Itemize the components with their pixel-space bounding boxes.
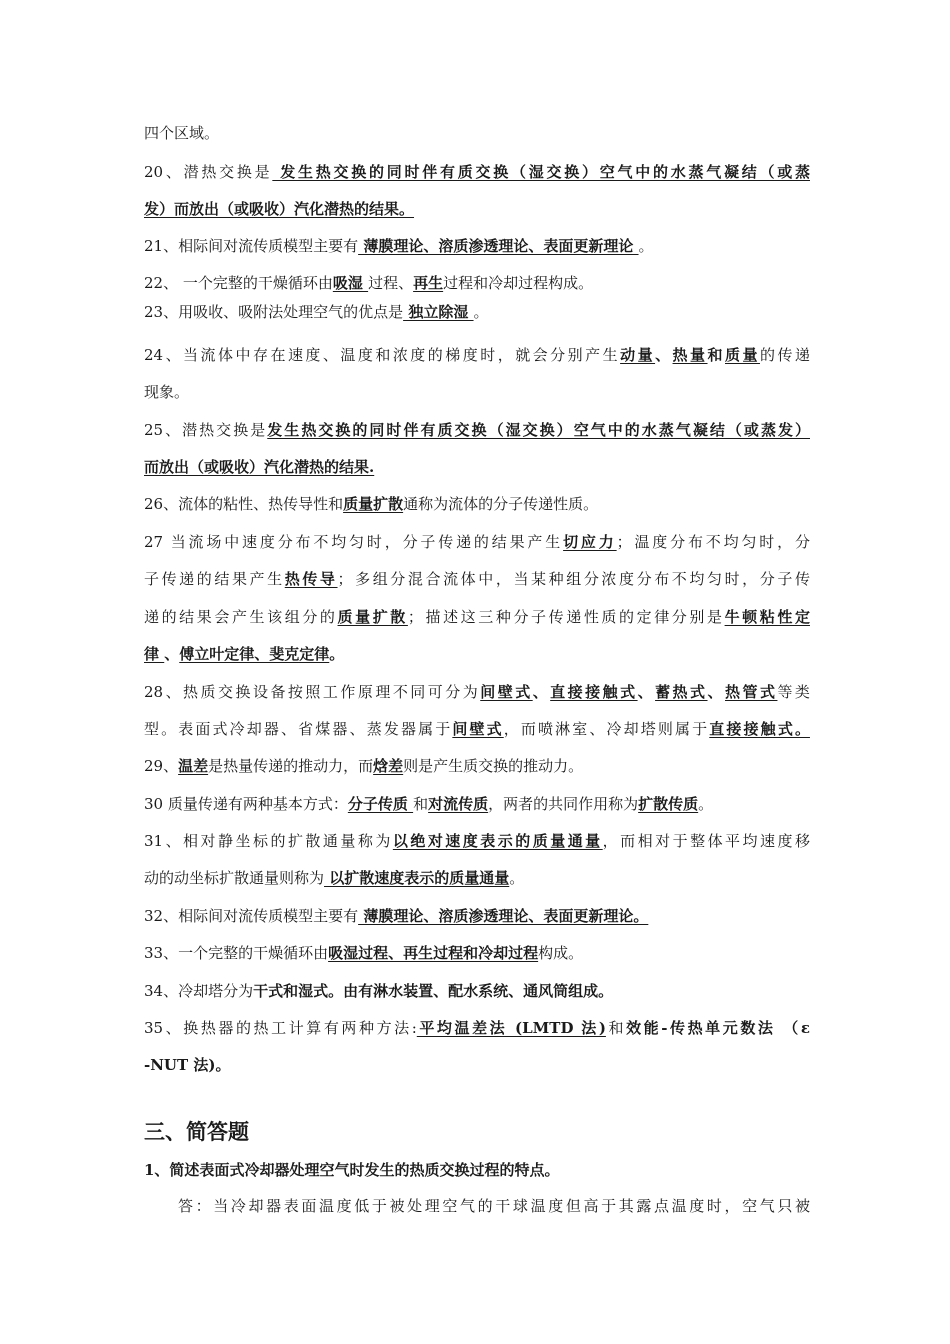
item-27-line-2: 子传递的结果产生热传导；多组分混合流体中，当某种组分浓度分布不均匀时，分子传 [144,570,810,588]
item-20-line-1: 20、潜热交换是 发生热交换的同时伴有质交换（湿交换）空气中的水蒸气凝结（或蒸 [144,163,810,181]
item-27-line-4: 律 、傅立叶定律、斐克定律。 [144,645,345,663]
item-20-line-2: 发）而放出（或吸收）汽化潜热的结果。 [144,200,415,218]
item-26: 26、流体的粘性、热传导性和质量扩散通称为流体的分子传递性质。 [144,495,599,513]
section-heading: 三、简答题 [144,1120,249,1144]
item-34: 34、冷却塔分为干式和湿式。由有淋水装置、配水系统、通风筒组成。 [144,982,614,1000]
item-35-line-2: -NUT 法)。 [144,1056,231,1074]
item-31-line-2: 动的动坐标扩散通量则称为 以扩散速度表示的质量通量。 [144,869,525,887]
item-28-line-2: 型。表面式冷却器、省煤器、蒸发器属于间壁式，而喷淋室、冷却塔则属于直接接触式。 [144,720,810,738]
question-heading: 1、简述表面式冷却器处理空气时发生的热质交换过程的特点。 [144,1161,560,1179]
item-21: 21、相际间对流传质模型主要有 薄膜理论、溶质渗透理论、表面更新理论 。 [144,237,654,255]
text-line: 四个区域。 [144,124,220,142]
item-28-line-1: 28、热质交换设备按照工作原理不同可分为间壁式、直接接触式、蓄热式、热管式等类 [144,683,810,701]
item-27-line-1: 27 当流场中速度分布不均匀时，分子传递的结果产生切应力；温度分布不均匀时，分 [144,533,810,551]
item-32: 32、相际间对流传质模型主要有 薄膜理论、溶质渗透理论、表面更新理论。 [144,907,649,925]
item-24-line-1: 24、当流体中存在速度、温度和浓度的梯度时，就会分别产生动量、热量和质量的传递 [144,346,810,364]
item-30: 30 质量传递有两种基本方式：分子传质 和对流传质，两者的共同作用称为扩散传质。 [144,795,714,813]
item-33: 33、一个完整的干燥循环由吸湿过程、再生过程和冷却过程构成。 [144,944,584,962]
item-22: 22、 一个完整的干燥循环由吸湿 过程、再生过程和冷却过程构成。 [144,274,594,292]
item-25-line-2: 而放出（或吸收）汽化潜热的结果. [144,458,375,476]
item-23: 23、用吸收、吸附法处理空气的优点是 独立除湿 。 [144,303,489,321]
item-27-line-3: 递的结果会产生该组分的质量扩散；描述这三种分子传递性质的定律分别是牛顿粘性定 [144,608,810,626]
item-35-line-1: 35、换热器的热工计算有两种方法:平均温差法 (LMTD 法)和效能-传热单元数法 （ε [144,1019,810,1037]
answer-line: 答：当冷却器表面温度低于被处理空气的干球温度但高于其露点温度时，空气只被 [178,1197,810,1215]
item-29: 29、温差是热量传递的推动力，而焓差则是产生质交换的推动力。 [144,757,584,775]
item-25-line-1: 25、潜热交换是发生热交换的同时伴有质交换（湿交换）空气中的水蒸气凝结（或蒸发） [144,421,810,439]
item-31-line-1: 31、相对静坐标的扩散通量称为以绝对速度表示的质量通量，而相对于整体平均速度移 [144,832,810,850]
item-24-line-2: 现象。 [144,383,190,401]
